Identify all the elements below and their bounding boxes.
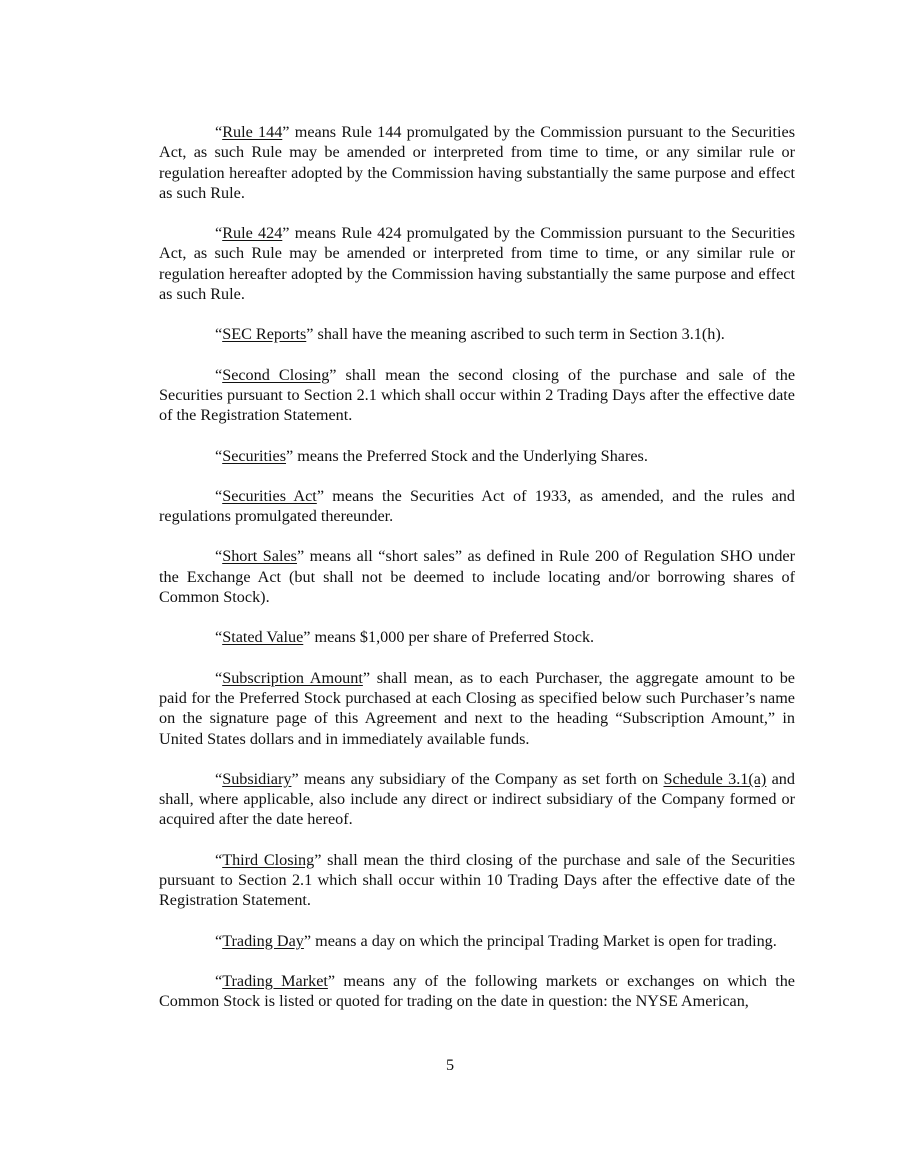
close-quote: ” [314,850,322,869]
definition-second-closing [159,365,795,426]
definition-trading-day [159,931,795,951]
defined-term: SEC Reports [222,325,307,344]
definition-subsidiary [159,769,795,830]
definition-sec-reports [159,324,795,344]
definition-subscription-amount [159,668,795,749]
schedule-reference: Schedule 3.1(a) [663,769,767,788]
definition-text: shall mean, as to each Purchaser, the aggregate amount to be paid for the Preferred Stock purchased at each Closing as specified below such Purchaser’s name on the signature page of this Agreement and next to the heading “Subscription Amount,” in United States dollars and in immediately available funds. [159,668,795,748]
close-quote: ” [282,224,290,243]
definition-text: means the Preferred Stock and the Underlying Shares. [293,446,648,465]
close-quote: ” [291,769,299,788]
open-quote: “ [215,123,223,141]
definition-trading-market [159,971,795,1012]
close-quote: ” [303,628,311,647]
definition-text: means a day on which the principal Trading Market is open for trading. [311,931,777,950]
open-quote: “ [215,850,223,869]
defined-term: Trading Market [222,971,328,990]
defined-term: Securities [222,446,287,465]
open-quote: “ [215,224,223,243]
defined-term: Rule 144 [222,123,283,141]
close-quote: ” [296,547,305,566]
definition-securities-act [159,486,795,527]
close-quote: ” [306,325,314,344]
open-quote: “ [215,668,223,687]
definition-rule-424 [159,223,795,304]
close-quote: ” [303,931,312,950]
defined-term: Stated Value [222,628,304,647]
definition-rule-144 [159,122,795,203]
open-quote: “ [215,628,223,647]
definition-text: means any of the following markets or exchanges on which the Common Stock is listed or quoted for trading on the date in question: the NYSE American, [159,971,795,1011]
defined-term: Securities Act [222,486,317,505]
close-quote: ” [282,123,290,141]
definition-text: means Rule 144 promulgated by the Commission pursuant to the Securities Act, as such Rule may be amended or interpreted from time to time, or any similar rule or regulation hereafter adopted by the Commission having substantially the same purpose and effect as such Rule. [159,123,795,202]
defined-term: Subscription Amount [222,668,363,687]
definition-stated-value [159,627,795,647]
open-quote: “ [215,547,223,566]
open-quote: “ [215,769,223,788]
defined-term: Third Closing [222,850,315,869]
document-body [159,122,795,1032]
definition-text: means the Securities Act of 1933, as amended, and the rules and regulations promulgated thereunder. [159,486,795,526]
open-quote: “ [215,971,223,990]
page-number: 5 [445,1056,455,1074]
open-quote: “ [215,931,223,950]
definition-text: means Rule 424 promulgated by the Commission pursuant to the Securities Act, as such Rule may be amended or interpreted from time to time, or any similar rule or regulation hereafter adopted by the Commission having substantially the same purpose and effect as such Rule. [159,224,795,304]
definition-text-continued: and shall, where applicable, also include any direct or indirect subsidiary of the Company formed or acquired after the date hereof. [159,769,795,829]
defined-term: Trading Day [222,931,304,950]
close-quote: ” [286,446,294,465]
close-quote: ” [327,971,336,990]
defined-term: Subsidiary [222,769,292,788]
definition-text: shall mean the second closing of the purchase and sale of the Securities pursuant to Section 2.1 which shall occur within 2 Trading Days after the effective date of the Registration Statement. [159,365,796,425]
defined-term: Second Closing [222,365,330,384]
definition-short-sales [159,546,795,607]
close-quote: ” [329,365,337,384]
open-quote: “ [215,325,223,344]
definition-text: means $1,000 per share of Preferred Stock. [310,628,595,647]
close-quote: ” [362,668,371,687]
open-quote: “ [215,446,223,465]
definition-text: shall have the meaning ascribed to such term in Section 3.1(h). [313,325,725,344]
open-quote: “ [215,365,223,384]
defined-term: Rule 424 [222,224,283,243]
definition-text: shall mean the third closing of the purchase and sale of the Securities pursuant to Section 2.1 which shall occur within 10 Trading Days after the effective date of the Registration Statement. [159,850,795,910]
close-quote: ” [316,486,324,505]
open-quote: “ [215,486,223,505]
definition-text: means all “short sales” as defined in Rule 200 of Regulation SHO under the Exchange Act (but shall not be deemed to include locating and/or borrowing shares of Common Stock). [159,547,795,607]
definition-text: means any subsidiary of the Company as set forth on [298,769,664,788]
definition-securities [159,446,795,466]
defined-term: Short Sales [222,547,297,566]
definition-third-closing [159,850,795,911]
